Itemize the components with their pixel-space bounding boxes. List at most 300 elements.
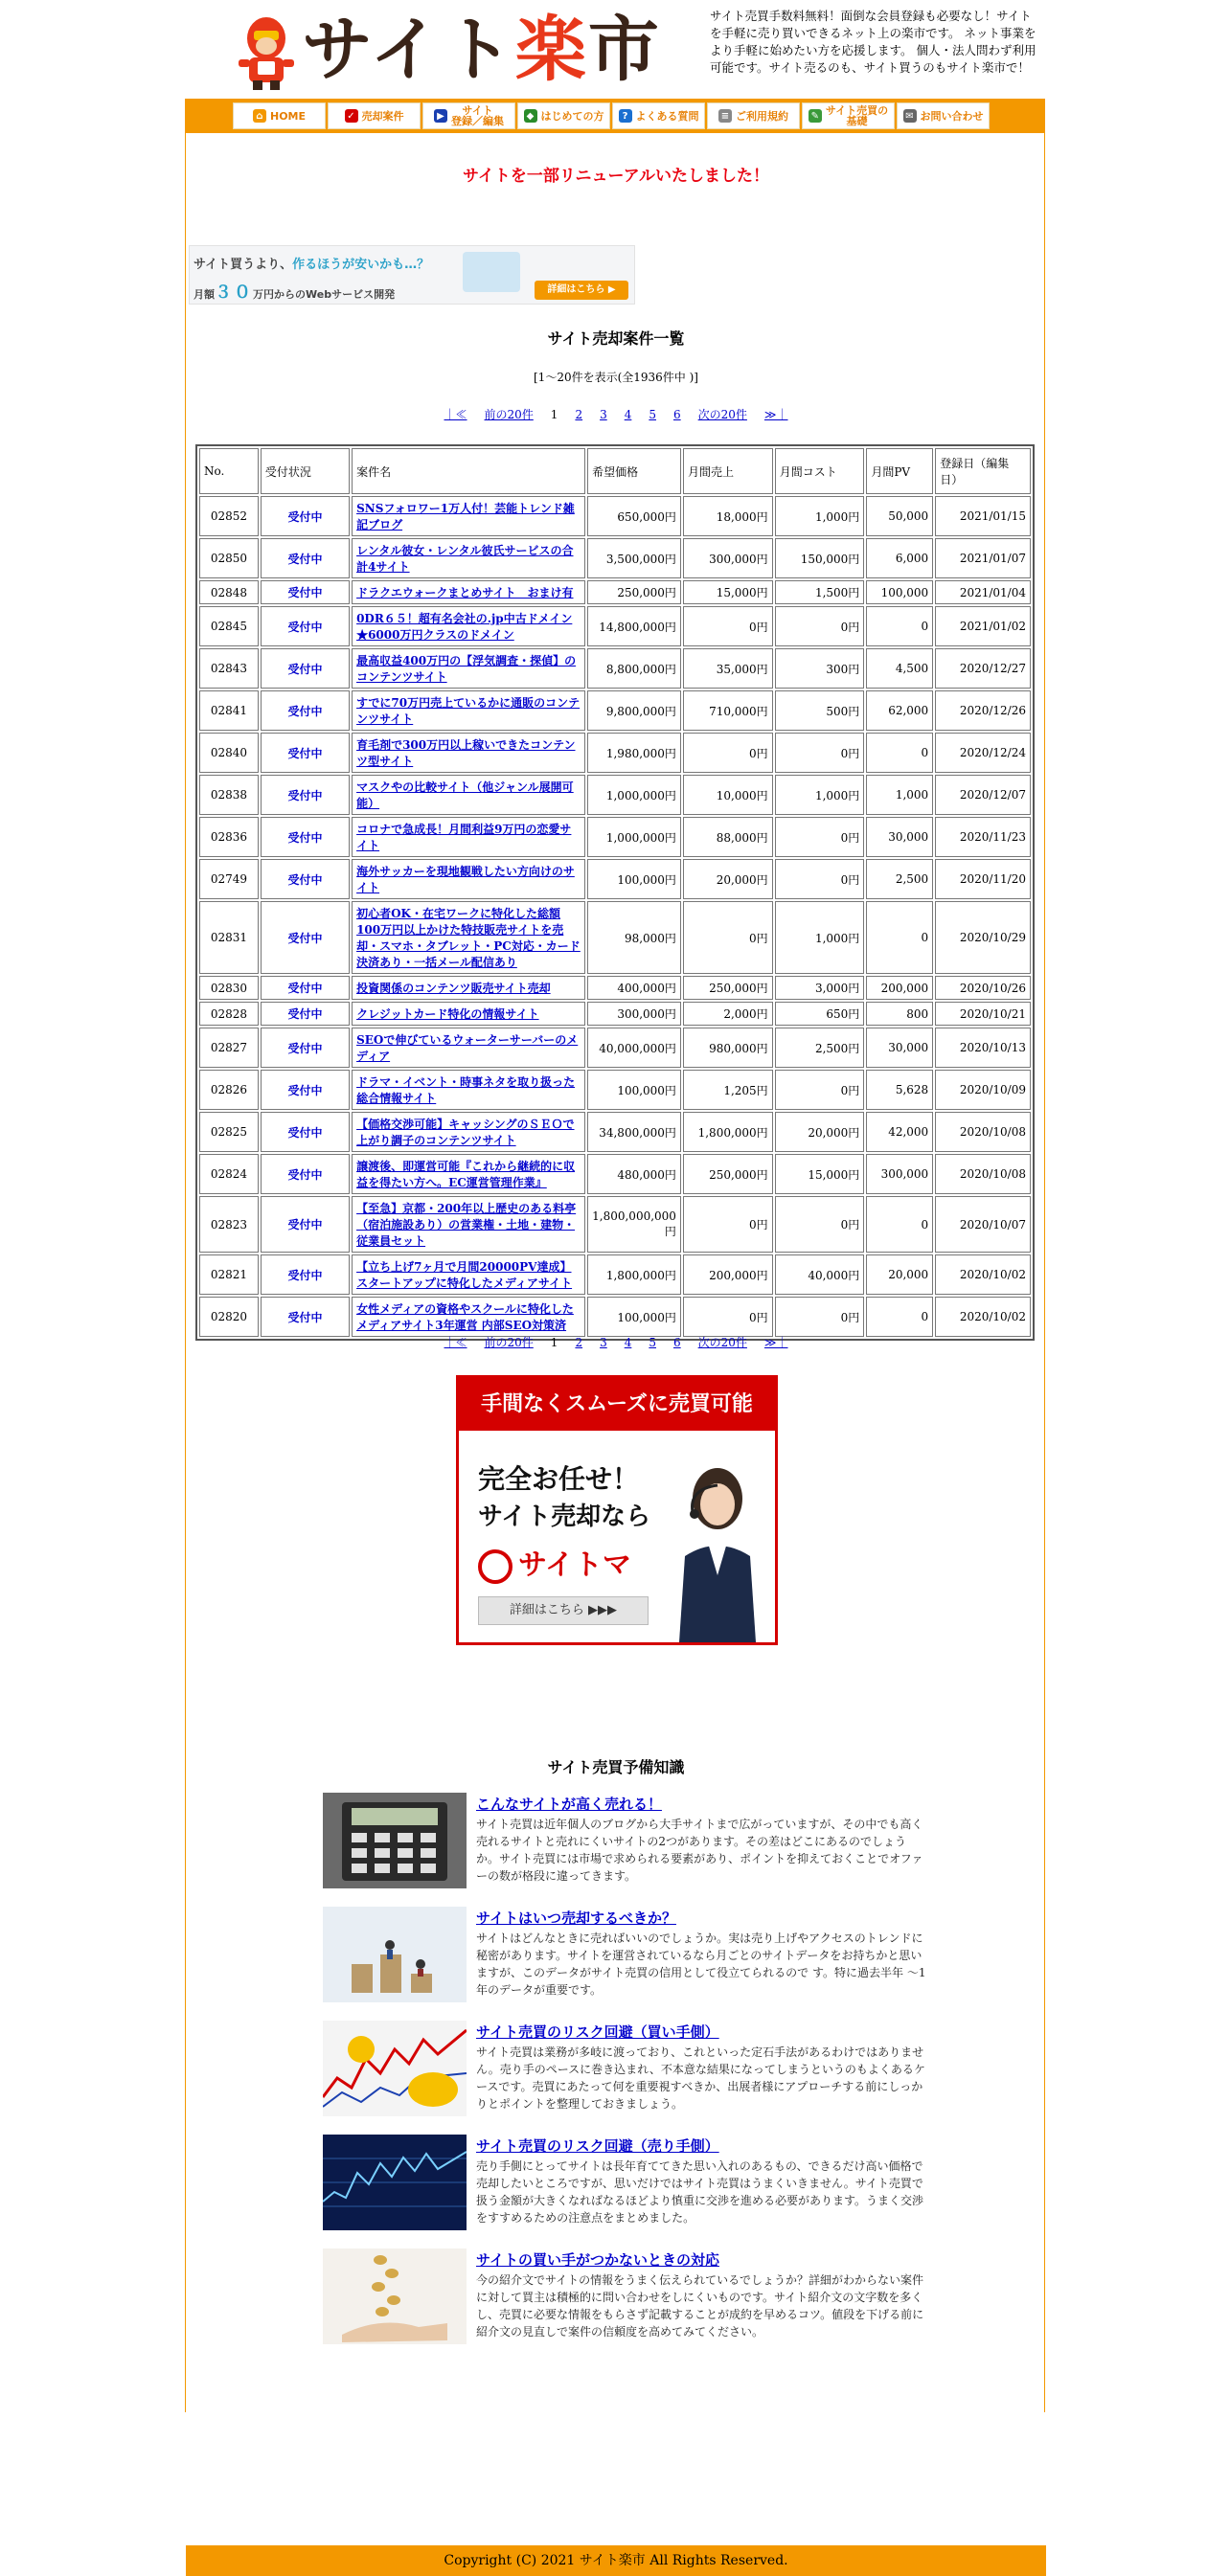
listing-sales: 250,000円 xyxy=(683,976,773,1000)
mascot-icon xyxy=(233,11,300,92)
listing-name-link[interactable]: 【価格交渉可能】キャッシングのＳＥＯで上がり調子のコンテンツサイト xyxy=(356,1118,575,1147)
column-header: 希望価格 xyxy=(587,448,681,494)
listing-name-link[interactable]: 育毛剤で300万円以上稼いできたコンテンツ型サイト xyxy=(356,738,576,768)
listing-name-cell xyxy=(352,1070,585,1110)
listing-number: 02749 xyxy=(199,859,259,899)
listing-name-cell xyxy=(352,901,585,974)
pager-next[interactable] xyxy=(698,408,747,421)
listing-status: 受付中 xyxy=(261,859,350,899)
listing-name-cell xyxy=(352,1002,585,1026)
listing-date: 2020/12/07 xyxy=(935,775,1031,815)
listing-sales: 250,000円 xyxy=(683,1154,773,1194)
listing-cost: 500円 xyxy=(775,690,865,731)
listing-number: 02820 xyxy=(199,1297,259,1337)
pager-page-5[interactable] xyxy=(649,1336,656,1349)
knowledge-item xyxy=(323,1907,936,2002)
listing-price: 1,000,000円 xyxy=(587,775,681,815)
listing-price: 650,000円 xyxy=(587,496,681,536)
listing-table xyxy=(195,444,1035,1341)
ad-brand-icon xyxy=(478,1549,512,1584)
listing-pv: 0 xyxy=(866,901,933,974)
listing-date: 2020/10/21 xyxy=(935,1002,1031,1026)
nav-item-3[interactable] xyxy=(517,102,610,129)
listing-number: 02825 xyxy=(199,1112,259,1152)
table-row xyxy=(199,859,1031,899)
nav-item-7[interactable] xyxy=(897,102,990,129)
table-row xyxy=(199,1196,1031,1253)
check-icon: ✓ xyxy=(345,109,358,123)
listing-sales: 0円 xyxy=(683,733,773,773)
main-content xyxy=(185,133,1045,2568)
listing-sales: 2,000円 xyxy=(683,1002,773,1026)
pager-last-link[interactable]: ≫｜ xyxy=(763,1336,788,1349)
banner-headline: サイト買うより、作るほうが安いかも…？ xyxy=(194,258,430,272)
footer: Copyright (C) 2021 サイト楽市 All Rights Reserved. xyxy=(186,2545,1046,2576)
site-description: サイト売買手数料無料！面倒な会員登録も必要なし！サイトを手軽に売り買いできるネット上の楽市です。 ネット事業をより手軽に始めたい方を応援します。 個人・法人問わず利用可能です。サイト売るのも、サイト買うのもサイト楽市で！ xyxy=(710,9,1036,75)
listing-date: 2020/12/27 xyxy=(935,648,1031,689)
listing-price: 14,800,000円 xyxy=(587,606,681,646)
knowledge-item-title[interactable]: こんなサイトが高く売れる！ xyxy=(476,1796,662,1813)
listing-number: 02850 xyxy=(199,538,259,578)
table-row xyxy=(199,901,1031,974)
listing-cost: 15,000円 xyxy=(775,1154,865,1194)
listing-name-cell xyxy=(352,606,585,646)
listing-pv: 6,000 xyxy=(866,538,933,578)
knowledge-item-title[interactable]: サイトの買い手がつかないときの対応 xyxy=(476,2251,719,2269)
pager-page-4[interactable] xyxy=(625,408,632,421)
coins-figures-photo[interactable] xyxy=(323,1907,467,2002)
column-header: 登録日（編集日） xyxy=(935,448,1031,494)
listing-number: 02841 xyxy=(199,690,259,731)
listing-status: 受付中 xyxy=(261,1196,350,1253)
listing-price: 400,000円 xyxy=(587,976,681,1000)
pager-page-2[interactable] xyxy=(575,408,582,421)
listing-number: 02824 xyxy=(199,1154,259,1194)
listing-name-cell xyxy=(352,1154,585,1194)
ad-detail-button[interactable]: 詳細はこちら ▶▶▶ xyxy=(478,1596,649,1625)
listing-date: 2020/10/26 xyxy=(935,976,1031,1000)
listing-status: 受付中 xyxy=(261,496,350,536)
listing-number: 02828 xyxy=(199,1002,259,1026)
knowledge-item xyxy=(323,2135,936,2230)
listing-name-cell xyxy=(352,859,585,899)
listing-name-cell xyxy=(352,1297,585,1337)
listing-sales: 1,800,000円 xyxy=(683,1112,773,1152)
listing-name-link[interactable]: マスクやの比較サイト（他ジャンル展開可能） xyxy=(356,780,574,810)
column-header: 月間コスト xyxy=(775,448,865,494)
listing-cost: 0円 xyxy=(775,817,865,857)
question-icon: ? xyxy=(619,109,632,123)
pager-next-link[interactable]: 次の20件 xyxy=(697,1336,747,1349)
listing-price: 250,000円 xyxy=(587,580,681,604)
nav-item-label: 売却案件 xyxy=(361,109,404,123)
pager-first-link[interactable]: ｜≪ xyxy=(444,408,467,421)
listing-name-link[interactable]: 【立ち上げ7ヶ月で月間20000PV達成】スタートアップに特化したメディアサイト xyxy=(356,1260,573,1290)
listing-name-cell xyxy=(352,1112,585,1152)
listing-pv: 62,000 xyxy=(866,690,933,731)
table-row xyxy=(199,1154,1031,1194)
knowledge-item-desc: 今の紹介文でサイトの情報をうまく伝えられているでしょうか？詳細がわからない案件に対して買主は積極的に問い合わせをしにくいものです。サイト紹介文の文字数を多くし、売買に必要な情報をもらさず記載することが成約を早めるコツ。値段を下げる前に紹介文の見直しで案件の信頼度を高めてみてください。 xyxy=(476,2273,924,2339)
pager-page-4-link[interactable]: 4 xyxy=(624,408,632,421)
listing-status: 受付中 xyxy=(261,1028,350,1068)
pager-next[interactable] xyxy=(698,1336,747,1349)
knowledge-item-title[interactable]: サイト売買のリスク回避（売り手側） xyxy=(476,2137,719,2155)
listing-name-cell xyxy=(352,648,585,689)
listing-name-link[interactable]: クレジットカード特化の情報サイト xyxy=(356,1007,539,1021)
dev-service-banner[interactable] xyxy=(189,245,635,305)
listing-name-cell xyxy=(352,496,585,536)
listing-status: 受付中 xyxy=(261,1112,350,1152)
beginner-icon: ◆ xyxy=(524,109,537,123)
falling-coins-photo[interactable] xyxy=(323,2248,467,2344)
pager-bottom xyxy=(186,1334,1046,1350)
pager-first-link[interactable]: ｜≪ xyxy=(444,1336,467,1349)
listing-status: 受付中 xyxy=(261,1070,350,1110)
listing-date: 2020/10/08 xyxy=(935,1112,1031,1152)
pencil-icon: ✎ xyxy=(809,109,822,123)
knowledge-item xyxy=(323,2248,936,2344)
pager-last[interactable] xyxy=(764,408,788,421)
listing-name-cell xyxy=(352,775,585,815)
listing-name-cell xyxy=(352,976,585,1000)
operator-person-icon xyxy=(660,1451,775,1642)
listing-pv: 4,500 xyxy=(866,648,933,689)
list-title: サイト売却案件一覧 xyxy=(547,329,685,348)
pager-page-5[interactable] xyxy=(649,408,656,421)
knowledge-item-desc: サイト売買は業務が多岐に渡っており、これといった定石手法があるわけではありません。売り手のペースに巻き込まれ、不本意な結果になってしまうというのもよくあるケースです。売買にあたって何を重要視すべきか、出展者様にアプローチする前にしっかりとポイントを整理しておきましょう。 xyxy=(476,2045,925,2111)
nav-item-label: よくある質問 xyxy=(635,109,699,123)
pager-page-5-link[interactable]: 5 xyxy=(649,1336,656,1349)
listing-status: 受付中 xyxy=(261,976,350,1000)
nav-item-2[interactable] xyxy=(422,102,515,129)
table-row xyxy=(199,1070,1031,1110)
listing-sales: 710,000円 xyxy=(683,690,773,731)
listing-name-link[interactable]: 0DR６５！超有名会社の.jp中古ドメイン★6000万円クラスのドメイン xyxy=(356,612,573,642)
listing-sales: 18,000円 xyxy=(683,496,773,536)
listing-price: 8,800,000円 xyxy=(587,648,681,689)
listing-sales: 35,000円 xyxy=(683,648,773,689)
mail-icon: ✉ xyxy=(903,109,917,123)
listing-date: 2021/01/07 xyxy=(935,538,1031,578)
listing-cost: 0円 xyxy=(775,1196,865,1253)
ad-line1: 完全お任せ！ xyxy=(478,1463,640,1495)
table-row xyxy=(199,538,1031,578)
listing-date: 2020/10/02 xyxy=(935,1254,1031,1295)
nav-item-5[interactable] xyxy=(707,102,800,129)
pager-page-3-link[interactable]: 3 xyxy=(600,408,607,421)
pager-page-2-link[interactable]: 2 xyxy=(575,408,583,421)
listing-cost: 0円 xyxy=(775,1297,865,1337)
banner-price: 月額３０万円からのWebサービス開発 xyxy=(194,282,396,303)
knowledge-item-desc: サイト売買は近年個人のブログから大手サイトまで広がっていますが、その中でも高く売れるサイトと売れにくいサイトの2つがあります。その差はどこにあるのでしょうか。サイト売買には市場で求められる要素があり、ポイントを抑えておくことでオファーの数が格段に違ってきます。 xyxy=(476,1818,923,1883)
listing-sales: 0円 xyxy=(683,1297,773,1337)
listing-pv: 0 xyxy=(866,606,933,646)
listing-status: 受付中 xyxy=(261,1154,350,1194)
listing-date: 2020/12/26 xyxy=(935,690,1031,731)
chart-piggy-photo[interactable] xyxy=(323,2021,467,2116)
listing-name-cell xyxy=(352,1254,585,1295)
table-row xyxy=(199,1254,1031,1295)
listing-status: 受付中 xyxy=(261,775,350,815)
listing-name-link[interactable]: 海外サッカーを現地観戦したい方向けのサイト xyxy=(356,865,575,894)
table-row xyxy=(199,1112,1031,1152)
listing-status: 受付中 xyxy=(261,580,350,604)
knowledge-item-desc: 売り手側にとってサイトは長年育ててきた思い入れのあるもの、できるだけ高い価格で売却したいところですが、思いだけではサイト売買はうまくいきません。サイト売買で扱う金額が大きくなればなるほどより慎重に交渉を進める必要があります。うまく交渉をすすめるための注意点をまとめました。 xyxy=(476,2159,924,2225)
table-header-row xyxy=(199,448,1031,494)
site-header xyxy=(185,0,1045,99)
knowledge-item-title[interactable]: サイト売買のリスク回避（買い手側） xyxy=(476,2023,719,2041)
calculator-photo[interactable] xyxy=(323,1793,467,1888)
column-header: No. xyxy=(199,448,259,494)
listing-name-link[interactable]: ドラクエウォークまとめサイト おまけ有 xyxy=(356,586,574,599)
listing-price: 1,800,000円 xyxy=(587,1254,681,1295)
nav-items xyxy=(233,102,990,129)
listing-cost: 0円 xyxy=(775,1070,865,1110)
listing-name-link[interactable]: レンタル彼女・レンタル彼氏サービスの合計4サイト xyxy=(356,544,574,574)
listing-sales: 10,000円 xyxy=(683,775,773,815)
saitoma-ad-banner[interactable] xyxy=(456,1375,778,1645)
listing-pv: 2,500 xyxy=(866,859,933,899)
listing-pv: 30,000 xyxy=(866,817,933,857)
listing-number: 02845 xyxy=(199,606,259,646)
pager-first[interactable] xyxy=(444,408,467,421)
table-row xyxy=(199,817,1031,857)
pager-page-6[interactable] xyxy=(673,408,681,421)
pager-prev-link[interactable]: 前の20件 xyxy=(484,1336,534,1349)
global-nav xyxy=(185,99,1045,133)
listing-name-link[interactable]: 初心者OK・在宅ワークに特化した総額100万円以上かけた特技販売サイトを売却・スマホ・タブレット・PC対応・カード決済あり・一括メール配信あり xyxy=(356,907,581,969)
listing-date: 2020/11/23 xyxy=(935,817,1031,857)
listing-name-cell xyxy=(352,1196,585,1253)
pager-page-6-link[interactable]: 6 xyxy=(673,1336,681,1349)
site-logo[interactable] xyxy=(233,8,661,94)
page-wrapper xyxy=(185,0,1045,2568)
pager-page-2[interactable] xyxy=(575,1336,582,1349)
listing-cost: 2,500円 xyxy=(775,1028,865,1068)
nav-item-label: サイト 登録／編集 xyxy=(451,104,504,127)
nav-item-4[interactable] xyxy=(612,102,705,129)
pager-first[interactable] xyxy=(444,1336,467,1349)
nav-item-0[interactable] xyxy=(233,102,326,129)
column-header: 受付状況 xyxy=(261,448,350,494)
nav-item-label: お問い合わせ xyxy=(920,109,984,123)
listing-price: 98,000円 xyxy=(587,901,681,974)
listing-pv: 0 xyxy=(866,1297,933,1337)
pager-page-4-link[interactable]: 4 xyxy=(624,1336,632,1349)
column-header: 案件名 xyxy=(352,448,585,494)
listing-sales: 15,000円 xyxy=(683,580,773,604)
pager-page-3-link[interactable]: 3 xyxy=(600,1336,607,1349)
listing-price: 100,000円 xyxy=(587,1070,681,1110)
listing-number: 02821 xyxy=(199,1254,259,1295)
listing-name-link[interactable]: 最高収益400万円の【浮気調査・探偵】のコンテンツサイト xyxy=(356,654,577,684)
listing-name-link[interactable]: 女性メディアの資格やスクールに特化したメディアサイト3年運営 内部SEO対策済 xyxy=(356,1302,574,1332)
pager-page-4[interactable] xyxy=(625,1336,632,1349)
listing-status: 受付中 xyxy=(261,690,350,731)
listing-status: 受付中 xyxy=(261,538,350,578)
listing-number: 02823 xyxy=(199,1196,259,1253)
listing-pv: 0 xyxy=(866,733,933,773)
pager-prev[interactable] xyxy=(485,408,534,421)
listing-price: 100,000円 xyxy=(587,1297,681,1337)
listing-status: 受付中 xyxy=(261,606,350,646)
banner-illustration-icon xyxy=(463,252,520,292)
listing-name-cell xyxy=(352,733,585,773)
table-row xyxy=(199,1002,1031,1026)
nav-item-6[interactable] xyxy=(802,102,895,129)
table-row xyxy=(199,1297,1031,1337)
listing-name-link[interactable]: SNSフォロワー1万人付！芸能トレンド雑記ブログ xyxy=(356,502,575,531)
listing-number: 02848 xyxy=(199,580,259,604)
nav-item-label: サイト売買の 基礎 xyxy=(825,104,889,127)
listing-pv: 1,000 xyxy=(866,775,933,815)
listing-cost: 150,000円 xyxy=(775,538,865,578)
listing-date: 2020/10/02 xyxy=(935,1297,1031,1337)
table-row xyxy=(199,496,1031,536)
listing-status: 受付中 xyxy=(261,817,350,857)
list-range: [1～20件を表示(全1936件中 )] xyxy=(534,371,698,384)
listing-price: 1,800,000,000円 xyxy=(587,1196,681,1253)
listing-cost: 300円 xyxy=(775,648,865,689)
listing-name-link[interactable]: すでに70万円売上ているかに通販のコンテンツサイト xyxy=(356,696,581,726)
listing-price: 9,800,000円 xyxy=(587,690,681,731)
listing-cost: 1,000円 xyxy=(775,901,865,974)
pager-page-6-link[interactable]: 6 xyxy=(673,408,681,421)
listing-sales: 0円 xyxy=(683,606,773,646)
listing-pv: 100,000 xyxy=(866,580,933,604)
table-row xyxy=(199,1028,1031,1068)
listing-pv: 42,000 xyxy=(866,1112,933,1152)
listing-date: 2021/01/04 xyxy=(935,580,1031,604)
listing-name-link[interactable]: 投資関係のコンテンツ販売サイト売却 xyxy=(356,982,551,995)
pager-page-3[interactable] xyxy=(600,408,607,421)
listing-pv: 5,628 xyxy=(866,1070,933,1110)
listing-cost: 0円 xyxy=(775,859,865,899)
renewal-notice: サイトを一部リニューアルいたしました！ xyxy=(463,167,769,186)
listing-price: 1,000,000円 xyxy=(587,817,681,857)
table-row xyxy=(199,580,1031,604)
listing-number: 02852 xyxy=(199,496,259,536)
listing-date: 2021/01/15 xyxy=(935,496,1031,536)
table-row xyxy=(199,976,1031,1000)
listing-cost: 0円 xyxy=(775,733,865,773)
listing-cost: 1,000円 xyxy=(775,775,865,815)
pager-next-link[interactable]: 次の20件 xyxy=(697,408,747,421)
listing-name-cell xyxy=(352,690,585,731)
listing-date: 2020/10/29 xyxy=(935,901,1031,974)
pager-prev[interactable] xyxy=(485,1336,534,1349)
listing-cost: 3,000円 xyxy=(775,976,865,1000)
listing-date: 2020/10/08 xyxy=(935,1154,1031,1194)
listing-status: 受付中 xyxy=(261,1297,350,1337)
listing-status: 受付中 xyxy=(261,901,350,974)
pager-page-3[interactable] xyxy=(600,1336,607,1349)
listing-pv: 300,000 xyxy=(866,1154,933,1194)
nav-item-label: はじめての方 xyxy=(540,109,604,123)
nav-item-1[interactable] xyxy=(328,102,421,129)
listing-name-cell xyxy=(352,1028,585,1068)
listing-name-link[interactable]: コロナで急成長！月間利益9万円の恋愛サイト xyxy=(356,823,572,852)
listing-date: 2021/01/02 xyxy=(935,606,1031,646)
table-row xyxy=(199,690,1031,731)
listing-price: 1,980,000円 xyxy=(587,733,681,773)
listing-cost: 0円 xyxy=(775,606,865,646)
listing-price: 480,000円 xyxy=(587,1154,681,1194)
home-icon: ⌂ xyxy=(253,109,266,123)
listing-number: 02831 xyxy=(199,901,259,974)
listing-sales: 0円 xyxy=(683,901,773,974)
listing-number: 02836 xyxy=(199,817,259,857)
listing-status: 受付中 xyxy=(261,1002,350,1026)
listing-status: 受付中 xyxy=(261,648,350,689)
listing-cost: 1,500円 xyxy=(775,580,865,604)
listing-name-link[interactable]: 【至急】京都・200年以上歴史のある料亭（宿泊施設あり）の営業権・土地・建物・従業員セット xyxy=(356,1202,577,1248)
listing-cost: 40,000円 xyxy=(775,1254,865,1295)
listing-price: 34,800,000円 xyxy=(587,1112,681,1152)
pager-prev-link[interactable]: 前の20件 xyxy=(484,408,534,421)
listing-sales: 200,000円 xyxy=(683,1254,773,1295)
listing-sales: 88,000円 xyxy=(683,817,773,857)
listing-price: 100,000円 xyxy=(587,859,681,899)
listing-date: 2020/10/13 xyxy=(935,1028,1031,1068)
stock-chart-photo[interactable] xyxy=(323,2135,467,2230)
listing-number: 02838 xyxy=(199,775,259,815)
listing-sales: 300,000円 xyxy=(683,538,773,578)
listing-cost: 20,000円 xyxy=(775,1112,865,1152)
logo-text: サイト楽市 xyxy=(302,9,661,91)
listing-cost: 1,000円 xyxy=(775,496,865,536)
listing-sales: 0円 xyxy=(683,1196,773,1253)
listing-price: 3,500,000円 xyxy=(587,538,681,578)
listing-pv: 20,000 xyxy=(866,1254,933,1295)
knowledge-item-title[interactable]: サイトはいつ売却するべきか？ xyxy=(476,1909,676,1927)
ad-line2: サイト売却なら xyxy=(478,1503,651,1531)
pager-top xyxy=(186,406,1046,422)
listing-status: 受付中 xyxy=(261,733,350,773)
ad-header: 手間なくスムーズに売買可能 xyxy=(459,1378,775,1431)
listing-sales: 1,205円 xyxy=(683,1070,773,1110)
listing-name-link[interactable]: ドラマ・イベント・時事ネタを取り扱った総合情報サイト xyxy=(356,1075,576,1105)
table-row xyxy=(199,733,1031,773)
banner-detail-button[interactable]: 詳細はこちら ▶ xyxy=(535,281,628,300)
pager-last-link[interactable]: ≫｜ xyxy=(763,408,788,421)
pager-page-5-link[interactable]: 5 xyxy=(649,408,656,421)
listing-name-link[interactable]: SEOで伸びているウォーターサーバーのメディア xyxy=(356,1033,579,1063)
pager-current: 1 xyxy=(550,1336,558,1349)
table-row xyxy=(199,648,1031,689)
pager-page-2-link[interactable]: 2 xyxy=(575,1336,583,1349)
nav-item-label: ご利用規約 xyxy=(736,109,788,123)
listing-price: 40,000,000円 xyxy=(587,1028,681,1068)
nav-item-label: HOME xyxy=(269,109,307,123)
listing-cost: 650円 xyxy=(775,1002,865,1026)
table-row xyxy=(199,775,1031,815)
listing-pv: 0 xyxy=(866,1196,933,1253)
knowledge-title: サイト売買予備知識 xyxy=(547,1758,685,1776)
column-header: 月間売上 xyxy=(683,448,773,494)
listing-pv: 30,000 xyxy=(866,1028,933,1068)
pager-page-6[interactable] xyxy=(673,1336,681,1349)
listing-sales: 20,000円 xyxy=(683,859,773,899)
pager-last[interactable] xyxy=(764,1336,788,1349)
listing-name-cell xyxy=(352,817,585,857)
listing-number: 02826 xyxy=(199,1070,259,1110)
listing-date: 2020/10/07 xyxy=(935,1196,1031,1253)
listing-price: 300,000円 xyxy=(587,1002,681,1026)
listing-name-link[interactable]: 譲渡後、即運営可能『これから継続的に収益を得たい方へ。EC運営管理作業』 xyxy=(356,1160,576,1189)
listing-pv: 50,000 xyxy=(866,496,933,536)
knowledge-item xyxy=(323,1793,936,1888)
